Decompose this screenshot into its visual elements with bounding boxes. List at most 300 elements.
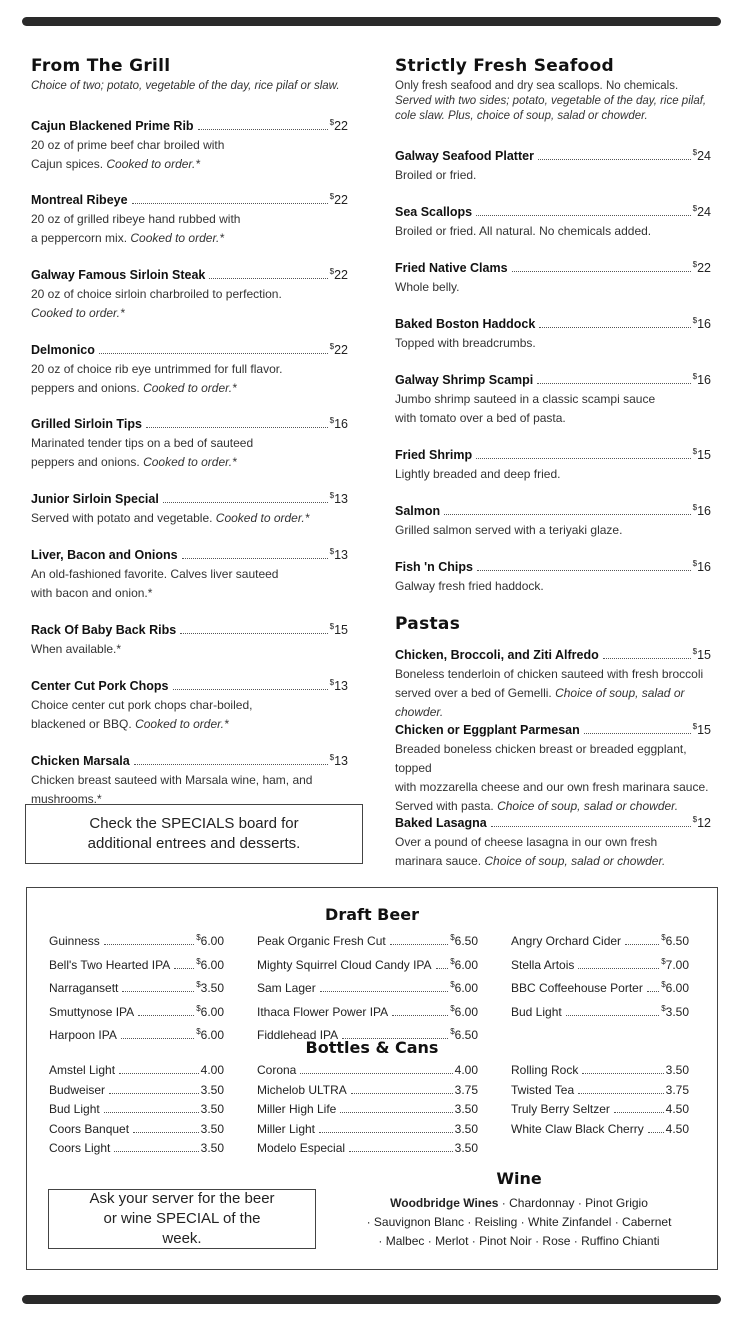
seafood-item-amount: 16 (697, 504, 711, 518)
currency-symbol: $ (329, 491, 335, 500)
beer-item-price (450, 975, 478, 999)
seafood-item-price (693, 313, 711, 332)
seafood-title: Strictly Fresh Seafood (395, 56, 614, 76)
beer-item-amount: 6.00 (200, 957, 224, 972)
beer-item-dots (390, 944, 448, 945)
beer-item-dots (122, 991, 194, 992)
draft-col-2 (257, 928, 478, 1046)
seafood-item-desc-line: Lightly breaded and deep fried. (395, 467, 561, 481)
seafood-item-price (693, 201, 711, 220)
pasta-item-name: Chicken or Eggplant Parmesan (395, 723, 580, 737)
seafood-item-name: Fried Native Clams (395, 261, 508, 275)
seafood-item-desc-line: Whole belly. (395, 280, 460, 294)
currency-symbol: $ (661, 980, 666, 989)
grill-item-row (31, 544, 348, 563)
seafood-item-price (693, 369, 711, 388)
grill-item-desc-line (31, 379, 348, 398)
grill-item-dots (134, 764, 328, 765)
beer-item-name: Mighty Squirrel Cloud Candy IPA (257, 957, 432, 972)
grill-item-desc-text: peppers and onions. (31, 381, 144, 395)
beer-item-dots (174, 968, 194, 969)
beer-item-amount: 6.00 (454, 1004, 478, 1019)
wine-line-2: · Sauvignon Blanc · Reisling · White Zinfandel · Cabernet (366, 1215, 672, 1229)
beer-item-name: Coors Light (49, 1141, 111, 1155)
beer-item-amount: 3.50 (200, 1121, 224, 1136)
grill-item-note: Cooked to order.* (31, 306, 125, 320)
seafood-item-name: Galway Shrimp Scampi (395, 373, 534, 387)
beer-item-name: BBC Coffeehouse Porter (511, 981, 643, 995)
grill-item-name: Liver, Bacon and Onions (31, 548, 178, 562)
currency-symbol: $ (692, 148, 698, 157)
currency-symbol: $ (661, 956, 666, 966)
beer-item-amount: 4.50 (665, 1121, 689, 1136)
beer-item-name: Budweiser (49, 1082, 106, 1097)
beer-item-dots (578, 1093, 663, 1094)
grill-item-desc-line (31, 304, 348, 323)
seafood-item-desc (395, 166, 711, 185)
seafood-item-dots (538, 159, 691, 160)
beer-item-dots (300, 1073, 452, 1074)
wine-list (349, 1194, 689, 1251)
beer-item-row (511, 1100, 689, 1120)
currency-symbol: $ (450, 933, 455, 942)
bottles-title: Bottles & Cans (305, 1038, 439, 1057)
beer-item-amount: 6.50 (665, 934, 689, 948)
seafood-item (395, 313, 711, 353)
beer-item-name: Sam Lager (257, 981, 316, 995)
currency-symbol: $ (692, 559, 698, 568)
beer-item-name: Rolling Rock (511, 1063, 579, 1077)
seafood-item-price (693, 556, 711, 575)
seafood-item-row (395, 201, 711, 220)
beer-item-row (49, 1100, 224, 1120)
server-special-text: Ask your server for the beer or wine SPECIAL of the week. (89, 1190, 275, 1247)
grill-subtitle: Choice of two; potato, vegetable of the day, rice pilaf or slaw. (31, 80, 340, 92)
currency-symbol: $ (692, 372, 698, 381)
grill-item-desc-line: Chicken breast sauteed with Marsala wine, ham, and mushrooms.* (31, 773, 313, 806)
seafood-item-row (395, 369, 711, 388)
seafood-item-row (395, 313, 711, 332)
pastas-section (395, 614, 460, 634)
beer-item-dots (119, 1073, 199, 1074)
seafood-item (395, 257, 711, 297)
beer-item-dots (349, 1151, 453, 1152)
grill-item-price (330, 115, 348, 134)
beer-item-dots (114, 1151, 198, 1152)
beer-item-row (257, 928, 478, 952)
beer-item-price (455, 1061, 478, 1081)
seafood-item-dots (512, 271, 691, 272)
beer-item-row (257, 1081, 478, 1101)
pasta-item-row (395, 719, 711, 738)
currency-symbol: $ (329, 622, 335, 631)
grill-item-desc-line: 20 oz of choice rib eye untrimmed for full flavor. (31, 362, 283, 376)
grill-item-row (31, 339, 348, 358)
grill-item-note: Cooked to order.* (215, 511, 310, 525)
seafood-item (395, 444, 711, 484)
grill-item-row (31, 750, 348, 769)
beer-item-price (450, 928, 478, 952)
seafood-item-amount: 15 (697, 448, 711, 462)
beer-item-amount: 3.50 (200, 981, 224, 995)
beer-item-dots (566, 1015, 659, 1016)
pasta-item (395, 719, 711, 816)
beer-item-row (49, 1061, 224, 1081)
seafood-item-desc-line: Galway fresh fried haddock. (395, 579, 544, 593)
beer-item-dots (109, 1093, 199, 1094)
beer-item-amount: 6.50 (454, 1028, 478, 1042)
beer-item-price (201, 1081, 224, 1101)
currency-symbol: $ (692, 204, 698, 213)
seafood-item-dots (477, 570, 691, 571)
specials-box (25, 804, 363, 864)
seafood-item-name: Galway Seafood Platter (395, 149, 534, 163)
beer-item-name: Miller Light (257, 1121, 316, 1136)
seafood-item-row (395, 500, 711, 519)
beer-item-row (49, 975, 224, 999)
grill-section (31, 56, 348, 94)
grill-item-row (31, 413, 348, 432)
grill-item-desc-line (31, 584, 348, 603)
beer-item-price (666, 1120, 689, 1140)
beer-item-row (511, 975, 689, 999)
grill-item-note: Cooked to order.* (106, 157, 200, 171)
grill-item-note: Cooked to order.* (130, 231, 224, 245)
specials-box-text: Check the SPECIALS board for additional entrees and desserts. (87, 815, 301, 852)
wine-line-3: · Malbec · Merlot · Pinot Noir · Rose · Ruffino Chianti (378, 1234, 660, 1248)
beer-item-price (455, 1139, 478, 1159)
beer-item-amount: 6.00 (200, 934, 224, 948)
beer-item-dots (319, 1132, 453, 1133)
draft-col-3 (511, 928, 689, 1022)
currency-symbol: $ (196, 956, 201, 966)
beer-item-row (257, 999, 478, 1023)
beer-item-row (511, 1081, 689, 1101)
pasta-item-row (395, 644, 711, 663)
pasta-item-dots (491, 826, 691, 827)
grill-item-name: Delmonico (31, 343, 95, 357)
beer-item-name: Michelob ULTRA (257, 1082, 347, 1097)
currency-symbol: $ (196, 1027, 201, 1036)
beer-item-price (201, 1061, 224, 1081)
beer-item-name: Twisted Tea (511, 1082, 575, 1097)
beer-item-dots (351, 1093, 453, 1094)
seafood-item-name: Fish 'n Chips (395, 560, 473, 574)
pasta-item-dots (603, 658, 691, 659)
pasta-item-note: Choice of soup, salad or chowder. (497, 799, 679, 813)
pasta-item-price (693, 644, 711, 663)
grill-item-note: Cooked to order.* (143, 455, 237, 469)
beer-item-price (196, 999, 224, 1023)
seafood-item (395, 500, 711, 540)
grill-item-amount: 22 (334, 119, 348, 133)
grill-item-price (330, 264, 348, 283)
currency-symbol: $ (450, 980, 455, 989)
beer-item-dots (648, 1132, 664, 1133)
beer-item-row (257, 975, 478, 999)
currency-symbol: $ (196, 980, 201, 989)
seafood-item (395, 201, 711, 241)
grill-item (31, 750, 348, 809)
grill-item (31, 189, 348, 248)
beer-item-dots (104, 944, 194, 945)
seafood-item-dots (476, 215, 691, 216)
grill-item-desc (31, 434, 348, 472)
currency-symbol: $ (329, 547, 335, 556)
seafood-item-desc (395, 334, 711, 353)
seafood-item-price (693, 145, 711, 164)
beer-item-dots (340, 1112, 452, 1113)
seafood-item-amount: 16 (697, 560, 711, 574)
grill-item-desc-line: 20 oz of choice sirloin charbroiled to perfection. (31, 287, 282, 301)
grill-item (31, 544, 348, 603)
seafood-item-desc (395, 390, 711, 428)
seafood-item-name: Fried Shrimp (395, 448, 473, 462)
beer-item-price (201, 1120, 224, 1140)
beer-item-amount: 6.00 (454, 957, 478, 972)
grill-item-name: Center Cut Pork Chops (31, 679, 169, 693)
beer-item-amount: 3.50 (454, 1141, 478, 1155)
grill-item-desc-line (31, 453, 348, 472)
pasta-item-amount: 15 (697, 648, 711, 662)
seafood-item (395, 145, 711, 185)
grill-item-price (330, 544, 348, 563)
grill-item-desc-line: Marinated tender tips on a bed of sauteed (31, 436, 254, 450)
grill-item (31, 619, 348, 659)
pasta-item-desc-text: Served with pasta. (395, 799, 498, 813)
beer-item-row (511, 928, 689, 952)
currency-symbol: $ (692, 647, 698, 656)
currency-symbol: $ (196, 933, 201, 942)
grill-item-name: Rack Of Baby Back Ribs (31, 623, 177, 637)
currency-symbol: $ (329, 192, 335, 201)
beer-item-price (455, 1100, 478, 1120)
beer-item-amount: 3.50 (454, 1102, 478, 1116)
pasta-item-row (395, 812, 711, 831)
beer-item-name: Peak Organic Fresh Cut (257, 934, 386, 948)
seafood-item-desc-line: Topped with breadcrumbs. (395, 336, 536, 350)
grill-item-dots (132, 203, 328, 204)
grill-item-dots (99, 353, 328, 354)
grill-item-desc-line (31, 229, 348, 248)
beer-item-dots (104, 1112, 199, 1113)
bottom-divider-bar (22, 1295, 721, 1304)
pasta-item-desc-text: served over a bed of Gemelli. (395, 686, 556, 700)
bottles-col-3 (511, 1061, 689, 1139)
grill-item (31, 675, 348, 734)
beer-item-name: Amstel Light (49, 1063, 116, 1077)
drinks-panel (26, 887, 718, 1270)
wine-line-1-rest: · Chardonnay · Pinot Grigio (498, 1196, 648, 1210)
beer-item-dots (582, 1073, 663, 1074)
seafood-item-desc (395, 521, 711, 540)
beer-item-row (511, 952, 689, 976)
grill-item-desc (31, 285, 348, 323)
grill-item-name: Montreal Ribeye (31, 193, 128, 207)
grill-item-row (31, 264, 348, 283)
beer-item-row (511, 1061, 689, 1081)
beer-item-name: Corona (257, 1063, 297, 1077)
grill-item-desc-line: When available.* (31, 642, 122, 656)
beer-item-price (666, 1100, 689, 1120)
seafood-item-desc (395, 577, 711, 596)
beer-item-name: Fiddlehead IPA (257, 1028, 339, 1042)
wine-line-1 (349, 1194, 689, 1213)
seafood-subtitle-2: Served with two sides; potato, vegetable of the day, rice pilaf, cole slaw. Plus, choice of soup, salad or chowder. (395, 95, 707, 122)
pasta-item-note: Choice of soup, salad or chowder. (484, 854, 666, 868)
pasta-item (395, 812, 711, 871)
currency-symbol: $ (692, 722, 698, 731)
grill-item (31, 115, 348, 174)
grill-item-amount: 13 (334, 548, 348, 562)
grill-item-desc-text: blackened or BBQ. (31, 717, 136, 731)
grill-item-amount: 22 (334, 193, 348, 207)
currency-symbol: $ (692, 815, 698, 824)
grill-item-amount: 22 (334, 268, 348, 282)
grill-item-desc (31, 509, 348, 528)
grill-item-dots (209, 278, 327, 279)
beer-item-name: Narragansett (49, 981, 119, 995)
beer-item-amount: 3.50 (665, 1063, 689, 1077)
beer-item-amount: 3.50 (665, 1004, 689, 1019)
beer-item-amount: 3.50 (200, 1102, 224, 1116)
grill-item-amount: 13 (334, 754, 348, 768)
pasta-item (395, 644, 711, 722)
beer-item-name: Bell's Two Hearted IPA (49, 957, 171, 972)
grill-title: From The Grill (31, 56, 171, 76)
beer-item-price (450, 999, 478, 1023)
top-divider-bar (22, 17, 721, 26)
grill-item-dots (180, 633, 327, 634)
beer-item-row (49, 928, 224, 952)
grill-item-desc-line (31, 715, 348, 734)
beer-item-name: Smuttynose IPA (49, 1004, 135, 1019)
grill-item-desc-text: with bacon and onion.* (31, 586, 153, 600)
grill-item-price (330, 413, 348, 432)
currency-symbol: $ (692, 503, 698, 512)
seafood-item-amount: 22 (697, 261, 711, 275)
grill-item-desc (31, 565, 348, 603)
beer-item-amount: 6.00 (665, 981, 689, 995)
grill-item-amount: 13 (334, 679, 348, 693)
beer-item-amount: 6.00 (200, 1004, 224, 1019)
grill-item-desc-text: a peppercorn mix. (31, 231, 131, 245)
grill-item-price (330, 750, 348, 769)
pasta-item-dots (584, 733, 691, 734)
grill-item (31, 413, 348, 472)
grill-item-name: Chicken Marsala (31, 754, 130, 768)
grill-item-amount: 16 (334, 417, 348, 431)
pasta-item-price (693, 719, 711, 738)
grill-item-dots (182, 558, 328, 559)
bottles-col-2 (257, 1061, 478, 1159)
draft-beer-title: Draft Beer (325, 905, 419, 924)
grill-item-desc-line: 20 oz of grilled ribeye hand rubbed with (31, 212, 241, 226)
beer-item-row (49, 999, 224, 1023)
grill-item-name: Cajun Blackened Prime Rib (31, 119, 194, 133)
grill-item-dots (198, 129, 328, 130)
beer-item-name: Guinness (49, 934, 100, 948)
seafood-item-price (693, 444, 711, 463)
currency-symbol: $ (329, 753, 335, 762)
beer-item-row (49, 1139, 224, 1159)
beer-item-dots (578, 968, 659, 969)
grill-item-note: Cooked to order.* (135, 717, 229, 731)
pasta-item-amount: 12 (697, 816, 711, 830)
currency-symbol: $ (692, 260, 698, 269)
seafood-item-amount: 16 (697, 317, 711, 331)
grill-item-desc (31, 136, 348, 174)
beer-item-row (257, 1061, 478, 1081)
pasta-item-desc-line: with mozzarella cheese and our own fresh marinara sauce. (395, 780, 709, 794)
grill-item (31, 339, 348, 398)
grill-item-note: Cooked to order.* (143, 381, 237, 395)
bottles-col-1 (49, 1061, 224, 1159)
seafood-item-desc-line: Grilled salmon served with a teriyaki glaze. (395, 523, 623, 537)
seafood-item-desc-line: Broiled or fried. All natural. No chemicals added. (395, 224, 652, 238)
grill-item-price (330, 339, 348, 358)
beer-item-dots (625, 944, 659, 945)
beer-item-amount: 3.50 (200, 1082, 224, 1097)
grill-item-price (330, 488, 348, 507)
beer-item-row (511, 1120, 689, 1140)
beer-item-price (661, 999, 689, 1023)
pasta-item-note: Choice of soup, salad or chowder. (395, 686, 685, 719)
currency-symbol: $ (329, 118, 335, 127)
grill-item-amount: 22 (334, 343, 348, 357)
pasta-item-desc-line (395, 684, 711, 722)
seafood-item-desc-line: with tomato over a bed of pasta. (395, 411, 566, 425)
beer-item-row (49, 1081, 224, 1101)
beer-item-amount: 3.75 (454, 1082, 478, 1097)
pasta-item-desc-line: Boneless tenderloin of chicken sauteed with fresh broccoli (395, 667, 704, 681)
beer-item-row (257, 952, 478, 976)
grill-item-desc-line: Choice center cut pork chops char-boiled, (31, 698, 253, 712)
grill-item-row (31, 619, 348, 638)
beer-item-price (196, 928, 224, 952)
grill-item-row (31, 675, 348, 694)
beer-item-dots (133, 1132, 199, 1133)
beer-item-amount: 6.00 (454, 981, 478, 995)
server-special-box (48, 1189, 316, 1249)
pasta-item-amount: 15 (697, 723, 711, 737)
seafood-item-amount: 24 (697, 205, 711, 219)
pasta-item-name: Baked Lasagna (395, 816, 487, 830)
seafood-item-desc (395, 222, 711, 241)
beer-item-name: Harpoon IPA (49, 1028, 117, 1042)
beer-item-row (511, 999, 689, 1023)
pasta-item-desc-line: Over a pound of cheese lasagna in our own fresh (395, 835, 658, 849)
beer-item-row (49, 952, 224, 976)
beer-item-price (661, 928, 689, 952)
wine-brand: Woodbridge Wines (390, 1196, 499, 1210)
seafood-item-dots (444, 514, 690, 515)
beer-item-dots (392, 1015, 448, 1016)
pasta-item-desc-line: Breaded boneless chicken breast or breaded eggplant, topped (395, 742, 687, 775)
seafood-subtitle: Only fresh seafood and dry sea scallops. No chemicals. (395, 80, 679, 92)
currency-symbol: $ (692, 447, 698, 456)
beer-item-name: Miller High Life (257, 1102, 337, 1116)
seafood-item-row (395, 257, 711, 276)
beer-item-name: Ithaca Flower Power IPA (257, 1004, 389, 1019)
grill-item-desc (31, 696, 348, 734)
beer-item-row (257, 1120, 478, 1140)
beer-item-price (201, 1139, 224, 1159)
grill-item-desc-text: Served with potato and vegetable. (31, 511, 216, 525)
beer-item-price (666, 1061, 689, 1081)
beer-item-name: Bud Light (511, 1004, 562, 1019)
beer-item-dots (436, 968, 449, 969)
